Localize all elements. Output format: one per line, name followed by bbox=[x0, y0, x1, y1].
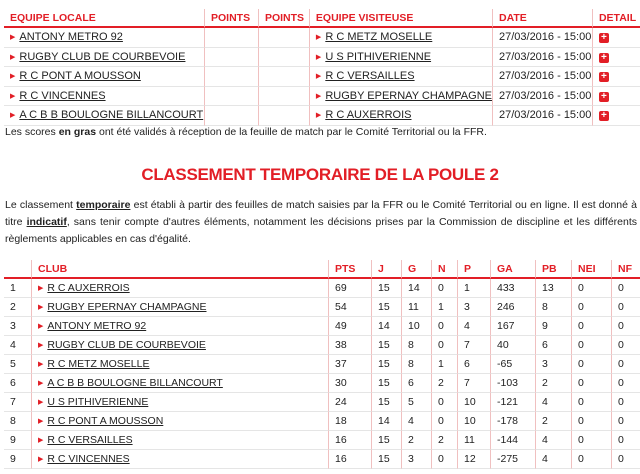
nei-cell: 0 bbox=[571, 336, 611, 355]
arrow-right-icon: ▶ bbox=[10, 73, 16, 81]
para-text-1: Le classement bbox=[5, 199, 77, 211]
ga-cell: 433 bbox=[490, 279, 535, 298]
p-cell: 4 bbox=[457, 317, 490, 336]
home-team-link[interactable]: R C PONT A MOUSSON bbox=[19, 70, 141, 83]
p-cell: 10 bbox=[457, 393, 490, 412]
home-team-cell bbox=[4, 48, 204, 68]
p-cell: 1 bbox=[457, 279, 490, 298]
arrow-right-icon: ▶ bbox=[38, 380, 44, 387]
pb-cell: 4 bbox=[535, 393, 571, 412]
g-cell: 5 bbox=[401, 393, 431, 412]
arrow-right-icon: ▶ bbox=[38, 456, 44, 463]
pts-cell: 30 bbox=[328, 374, 371, 393]
home-team-cell bbox=[4, 87, 204, 107]
pb-cell: 2 bbox=[535, 412, 571, 431]
fixture-row bbox=[4, 87, 640, 107]
club-link[interactable]: ANTONY METRO 92 bbox=[47, 320, 147, 332]
ga-cell: -65 bbox=[490, 355, 535, 374]
header-rank bbox=[4, 260, 31, 279]
away-points-cell bbox=[258, 87, 309, 107]
club-cell bbox=[31, 279, 328, 298]
scores-note bbox=[5, 126, 487, 138]
club-cell bbox=[31, 374, 328, 393]
standings-table bbox=[4, 260, 640, 469]
pts-cell: 38 bbox=[328, 336, 371, 355]
away-team-link[interactable]: U S PITHIVERIENNE bbox=[325, 50, 432, 63]
pts-cell: 18 bbox=[328, 412, 371, 431]
arrow-right-icon: ▶ bbox=[38, 323, 44, 330]
note-text-after: ont été validés à réception de la feuille de match par le Comité Territorial ou la FFR. bbox=[96, 126, 487, 138]
club-link[interactable]: RUGBY EPERNAY CHAMPAGNE bbox=[47, 301, 207, 313]
header-detail: DETAIL bbox=[592, 9, 640, 28]
note-bold: en gras bbox=[58, 126, 97, 138]
header-nf: NF bbox=[611, 260, 640, 279]
g-cell: 11 bbox=[401, 298, 431, 317]
nei-cell: 0 bbox=[571, 374, 611, 393]
header-away-points: POINTS bbox=[258, 9, 309, 28]
pb-cell: 3 bbox=[535, 355, 571, 374]
nei-cell: 0 bbox=[571, 279, 611, 298]
pts-cell: 16 bbox=[328, 450, 371, 469]
club-cell bbox=[31, 298, 328, 317]
match-date: 27/03/2016 - 15:00 bbox=[492, 48, 592, 68]
pts-cell: 16 bbox=[328, 431, 371, 450]
nf-cell: 0 bbox=[611, 412, 640, 431]
plus-icon[interactable]: + bbox=[599, 53, 609, 63]
club-cell bbox=[31, 355, 328, 374]
arrow-right-icon: ▶ bbox=[38, 418, 44, 425]
g-cell: 4 bbox=[401, 412, 431, 431]
match-date: 27/03/2016 - 15:00 bbox=[492, 28, 592, 48]
nf-cell: 0 bbox=[611, 393, 640, 412]
club-cell bbox=[31, 450, 328, 469]
nf-cell: 0 bbox=[611, 374, 640, 393]
n-cell: 2 bbox=[431, 431, 457, 450]
club-cell bbox=[31, 317, 328, 336]
away-team-link[interactable]: R C METZ MOSELLE bbox=[325, 31, 433, 44]
ga-cell: -144 bbox=[490, 431, 535, 450]
pb-cell: 9 bbox=[535, 317, 571, 336]
ga-cell: -275 bbox=[490, 450, 535, 469]
p-cell: 12 bbox=[457, 450, 490, 469]
plus-icon[interactable]: + bbox=[599, 72, 609, 82]
away-team-cell bbox=[309, 48, 492, 68]
club-link[interactable]: U S PITHIVERIENNE bbox=[47, 396, 149, 408]
home-team-link[interactable]: RUGBY CLUB DE COURBEVOIE bbox=[19, 50, 186, 63]
arrow-right-icon: ▶ bbox=[315, 34, 322, 42]
pb-cell: 8 bbox=[535, 298, 571, 317]
ga-cell: 167 bbox=[490, 317, 535, 336]
fixture-row bbox=[4, 28, 640, 48]
standings-row bbox=[4, 279, 640, 298]
match-date: 27/03/2016 - 15:00 bbox=[492, 87, 592, 107]
away-team-cell bbox=[309, 87, 492, 107]
header-g: G bbox=[401, 260, 431, 279]
g-cell: 14 bbox=[401, 279, 431, 298]
arrow-right-icon: ▶ bbox=[38, 437, 44, 444]
home-team-cell bbox=[4, 106, 204, 126]
header-nei: NEI bbox=[571, 260, 611, 279]
header-n: N bbox=[431, 260, 457, 279]
nf-cell: 0 bbox=[611, 317, 640, 336]
standings-row bbox=[4, 355, 640, 374]
detail-cell bbox=[592, 67, 640, 87]
arrow-right-icon: ▶ bbox=[38, 361, 44, 368]
rank-cell: 3 bbox=[4, 317, 31, 336]
club-cell bbox=[31, 393, 328, 412]
n-cell: 0 bbox=[431, 279, 457, 298]
club-link[interactable]: RUGBY CLUB DE COURBEVOIE bbox=[47, 339, 206, 351]
away-team-cell bbox=[309, 28, 492, 48]
away-team-link[interactable]: R C VERSAILLES bbox=[325, 70, 415, 83]
pb-cell: 4 bbox=[535, 450, 571, 469]
pts-cell: 49 bbox=[328, 317, 371, 336]
rank-cell: 6 bbox=[4, 374, 31, 393]
arrow-right-icon: ▶ bbox=[315, 92, 322, 100]
fixtures-header-row bbox=[4, 9, 640, 28]
pts-cell: 69 bbox=[328, 279, 371, 298]
header-pb: PB bbox=[535, 260, 571, 279]
g-cell: 8 bbox=[401, 336, 431, 355]
p-cell: 3 bbox=[457, 298, 490, 317]
club-link[interactable]: R C VERSAILLES bbox=[47, 434, 133, 446]
club-link[interactable]: R C PONT A MOUSSON bbox=[47, 415, 164, 427]
away-team-link[interactable]: RUGBY EPERNAY CHAMPAGNE bbox=[325, 89, 492, 102]
nei-cell: 0 bbox=[571, 431, 611, 450]
j-cell: 15 bbox=[371, 355, 401, 374]
indicatif-link[interactable]: indicatif bbox=[26, 216, 67, 228]
detail-cell bbox=[592, 87, 640, 107]
n-cell: 1 bbox=[431, 298, 457, 317]
fixture-row bbox=[4, 48, 640, 68]
ga-cell: 40 bbox=[490, 336, 535, 355]
header-away-team: EQUIPE VISITEUSE bbox=[309, 9, 492, 28]
plus-icon[interactable]: + bbox=[599, 111, 609, 121]
home-points-cell bbox=[204, 87, 258, 107]
away-team-cell bbox=[309, 106, 492, 126]
detail-cell bbox=[592, 48, 640, 68]
n-cell: 0 bbox=[431, 393, 457, 412]
detail-cell bbox=[592, 28, 640, 48]
nei-cell: 0 bbox=[571, 412, 611, 431]
standings-row bbox=[4, 336, 640, 355]
g-cell: 8 bbox=[401, 355, 431, 374]
n-cell: 2 bbox=[431, 374, 457, 393]
arrow-right-icon: ▶ bbox=[38, 304, 44, 311]
pb-cell: 13 bbox=[535, 279, 571, 298]
club-link[interactable]: R C AUXERROIS bbox=[47, 282, 130, 294]
arrow-right-icon: ▶ bbox=[38, 342, 44, 349]
home-team-cell bbox=[4, 28, 204, 48]
arrow-right-icon: ▶ bbox=[38, 399, 44, 406]
standings-row bbox=[4, 431, 640, 450]
g-cell: 3 bbox=[401, 450, 431, 469]
nei-cell: 0 bbox=[571, 317, 611, 336]
header-home-team: EQUIPE LOCALE bbox=[4, 9, 204, 28]
header-club: CLUB bbox=[31, 260, 328, 279]
j-cell: 15 bbox=[371, 393, 401, 412]
standings-row bbox=[4, 393, 640, 412]
arrow-right-icon: ▶ bbox=[38, 285, 44, 292]
j-cell: 14 bbox=[371, 317, 401, 336]
pb-cell: 6 bbox=[535, 336, 571, 355]
p-cell: 7 bbox=[457, 374, 490, 393]
header-home-points: POINTS bbox=[204, 9, 258, 28]
fixtures-table bbox=[4, 9, 640, 126]
fixture-row bbox=[4, 106, 640, 126]
pts-cell: 24 bbox=[328, 393, 371, 412]
arrow-right-icon: ▶ bbox=[10, 92, 16, 100]
g-cell: 10 bbox=[401, 317, 431, 336]
header-ga: GA bbox=[490, 260, 535, 279]
fixture-row bbox=[4, 67, 640, 87]
nf-cell: 0 bbox=[611, 355, 640, 374]
arrow-right-icon: ▶ bbox=[10, 34, 16, 42]
p-cell: 6 bbox=[457, 355, 490, 374]
rank-cell: 9 bbox=[4, 431, 31, 450]
nf-cell: 0 bbox=[611, 298, 640, 317]
nf-cell: 0 bbox=[611, 336, 640, 355]
standings-row bbox=[4, 450, 640, 469]
detail-cell bbox=[592, 106, 640, 126]
ranking-description bbox=[5, 197, 637, 248]
match-date: 27/03/2016 - 15:00 bbox=[492, 67, 592, 87]
home-team-link[interactable]: ANTONY METRO 92 bbox=[19, 31, 123, 44]
rank-cell: 7 bbox=[4, 393, 31, 412]
nei-cell: 0 bbox=[571, 355, 611, 374]
pts-cell: 37 bbox=[328, 355, 371, 374]
temporaire-link[interactable]: temporaire bbox=[76, 199, 131, 211]
j-cell: 15 bbox=[371, 279, 401, 298]
club-cell bbox=[31, 431, 328, 450]
n-cell: 1 bbox=[431, 355, 457, 374]
standings-row bbox=[4, 374, 640, 393]
arrow-right-icon: ▶ bbox=[10, 112, 16, 120]
home-points-cell bbox=[204, 106, 258, 126]
ga-cell: -103 bbox=[490, 374, 535, 393]
j-cell: 14 bbox=[371, 412, 401, 431]
rank-cell: 2 bbox=[4, 298, 31, 317]
away-points-cell bbox=[258, 48, 309, 68]
nei-cell: 0 bbox=[571, 298, 611, 317]
j-cell: 15 bbox=[371, 336, 401, 355]
standings-row bbox=[4, 317, 640, 336]
standings-row bbox=[4, 412, 640, 431]
rank-cell: 5 bbox=[4, 355, 31, 374]
arrow-right-icon: ▶ bbox=[10, 53, 16, 61]
page-title: CLASSEMENT TEMPORAIRE DE LA POULE 2 bbox=[141, 165, 499, 184]
g-cell: 2 bbox=[401, 431, 431, 450]
away-team-link[interactable]: R C AUXERROIS bbox=[325, 109, 412, 122]
header-p: P bbox=[457, 260, 490, 279]
p-cell: 11 bbox=[457, 431, 490, 450]
club-link[interactable]: R C VINCENNES bbox=[47, 453, 130, 465]
home-points-cell bbox=[204, 48, 258, 68]
standings-row bbox=[4, 298, 640, 317]
note-text-before: Les scores bbox=[5, 126, 59, 138]
nf-cell: 0 bbox=[611, 431, 640, 450]
ga-cell: 246 bbox=[490, 298, 535, 317]
n-cell: 0 bbox=[431, 317, 457, 336]
club-cell bbox=[31, 412, 328, 431]
para-text-2: est établi à partir des feuilles de match saisies par la FFR ou le Comité Territorial ou en ligne. Il est donné à titre bbox=[5, 199, 638, 228]
n-cell: 0 bbox=[431, 450, 457, 469]
n-cell: 0 bbox=[431, 412, 457, 431]
arrow-right-icon: ▶ bbox=[315, 112, 322, 120]
pb-cell: 4 bbox=[535, 431, 571, 450]
away-team-cell bbox=[309, 67, 492, 87]
match-date: 27/03/2016 - 15:00 bbox=[492, 106, 592, 126]
p-cell: 7 bbox=[457, 336, 490, 355]
home-team-link[interactable]: R C VINCENNES bbox=[19, 89, 106, 102]
home-points-cell bbox=[204, 67, 258, 87]
pb-cell: 2 bbox=[535, 374, 571, 393]
j-cell: 15 bbox=[371, 374, 401, 393]
plus-icon[interactable]: + bbox=[599, 33, 609, 43]
j-cell: 15 bbox=[371, 450, 401, 469]
header-j: J bbox=[371, 260, 401, 279]
home-points-cell bbox=[204, 28, 258, 48]
away-points-cell bbox=[258, 28, 309, 48]
header-date: DATE bbox=[492, 9, 592, 28]
arrow-right-icon: ▶ bbox=[315, 73, 322, 81]
arrow-right-icon: ▶ bbox=[315, 53, 322, 61]
standings-header-row bbox=[4, 260, 640, 279]
home-team-cell bbox=[4, 67, 204, 87]
away-points-cell bbox=[258, 67, 309, 87]
para-text-3: , sans tenir compte d'autres éléments, notamment les décisions prises par la Commission de discipline et les différents règlements applicables en cas d'égalité. bbox=[5, 216, 638, 245]
rank-cell: 1 bbox=[4, 279, 31, 298]
ga-cell: -121 bbox=[490, 393, 535, 412]
rank-cell: 9 bbox=[4, 450, 31, 469]
club-link[interactable]: A C B B BOULOGNE BILLANCOURT bbox=[47, 377, 223, 389]
nei-cell: 0 bbox=[571, 450, 611, 469]
nei-cell: 0 bbox=[571, 393, 611, 412]
home-team-link[interactable]: A C B B BOULOGNE BILLANCOURT bbox=[19, 109, 204, 122]
p-cell: 10 bbox=[457, 412, 490, 431]
g-cell: 6 bbox=[401, 374, 431, 393]
nf-cell: 0 bbox=[611, 279, 640, 298]
rank-cell: 8 bbox=[4, 412, 31, 431]
away-points-cell bbox=[258, 106, 309, 126]
j-cell: 15 bbox=[371, 298, 401, 317]
ga-cell: -178 bbox=[490, 412, 535, 431]
nf-cell: 0 bbox=[611, 450, 640, 469]
club-link[interactable]: R C METZ MOSELLE bbox=[47, 358, 150, 370]
rank-cell: 4 bbox=[4, 336, 31, 355]
n-cell: 0 bbox=[431, 336, 457, 355]
club-cell bbox=[31, 336, 328, 355]
j-cell: 15 bbox=[371, 431, 401, 450]
plus-icon[interactable]: + bbox=[599, 92, 609, 102]
header-pts: PTS bbox=[328, 260, 371, 279]
pts-cell: 54 bbox=[328, 298, 371, 317]
